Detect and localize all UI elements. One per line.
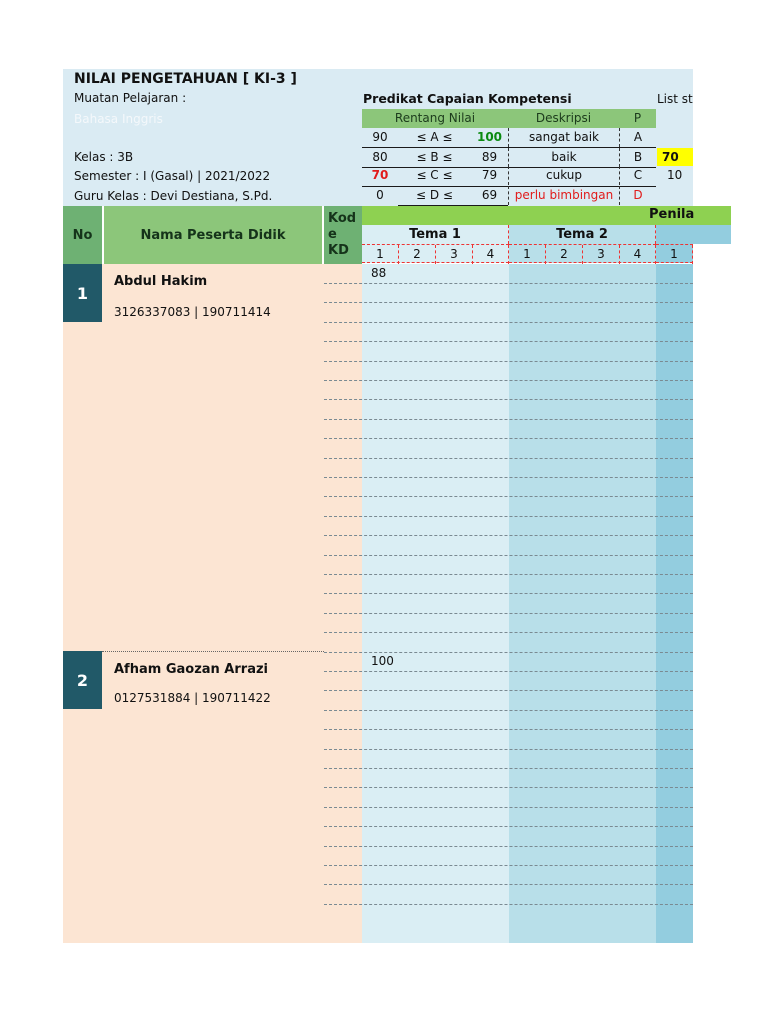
kd-col-4: 4 [620, 245, 656, 264]
muatan-value[interactable]: Bahasa Inggris [74, 112, 163, 126]
range-op: ≤ C ≤ [416, 168, 453, 182]
range-max: 79 [481, 168, 498, 182]
range-max: 100 [476, 130, 503, 144]
kd-col-1: 1 [509, 245, 546, 264]
row-gridline [324, 652, 693, 653]
row-gridline [324, 535, 693, 536]
row-gridline [324, 846, 693, 847]
row-gridline [324, 632, 693, 633]
student-name: Abdul Hakim [114, 274, 208, 289]
kd-col-3: 3 [583, 245, 620, 264]
student-separator [102, 651, 324, 652]
list-label: List st [657, 92, 693, 106]
deskripsi-header: Deskripsi [535, 111, 592, 125]
rentang-header: Rentang Nilai [394, 111, 476, 125]
name-column [102, 264, 324, 943]
range-op: ≤ B ≤ [416, 150, 453, 164]
range-max: 89 [481, 150, 498, 164]
row-gridline [324, 729, 693, 730]
range-op: ≤ D ≤ [416, 188, 453, 202]
page-title: NILAI PENGETAHUAN [ KI-3 ] [74, 71, 297, 87]
predikat-row-c [362, 166, 656, 185]
row-gridline [324, 807, 693, 808]
desc-cell: baik [508, 148, 619, 167]
muatan-label: Muatan Pelajaran : [74, 91, 187, 105]
p-cell: B [619, 148, 656, 167]
side-value: 10 [667, 168, 683, 182]
row-gridline [324, 283, 693, 284]
row-gridline [324, 884, 693, 885]
kelas-label: Kelas : 3B [74, 150, 134, 164]
kd-column [324, 264, 362, 943]
row-gridline [324, 496, 693, 497]
no-column [63, 264, 102, 943]
p-cell: A [619, 128, 656, 147]
kkm-value[interactable]: 70 [657, 148, 693, 166]
score-cell[interactable]: 100 [371, 654, 394, 668]
col-no-header: No [63, 206, 102, 264]
tema1-column [362, 264, 509, 943]
row-gridline [324, 419, 693, 420]
tema1-numbers [362, 244, 509, 263]
tema2-header: Tema 2 [509, 225, 656, 244]
row-gridline [324, 555, 693, 556]
desc-cell: perlu bimbingan [508, 186, 619, 205]
row-gridline [324, 341, 693, 342]
row-gridline [324, 361, 693, 362]
col-name-header: Nama Peserta Didik [104, 206, 322, 264]
tema3-header [656, 225, 731, 244]
kd-col-3: 3 [436, 245, 473, 264]
row-gridline [324, 690, 693, 691]
range-min: 0 [376, 188, 384, 202]
p-header: P [633, 111, 642, 125]
kd-col-1: 1 [656, 245, 693, 264]
guru-label: Guru Kelas : Devi Destiana, S.Pd. [74, 189, 273, 203]
kd-header-line2: e KD [328, 227, 349, 258]
tema2-column [509, 264, 656, 943]
row-gridline [324, 380, 693, 381]
p-cell: C [619, 166, 656, 185]
worksheet [63, 69, 693, 943]
p-cell: D [619, 186, 656, 205]
row-gridline [324, 516, 693, 517]
kd-header-line1: Kod [328, 211, 357, 226]
kd-col-4: 4 [473, 245, 509, 264]
desc-cell: cukup [508, 166, 619, 185]
row-gridline [324, 768, 693, 769]
row-gridline [324, 458, 693, 459]
row-gridline [324, 399, 693, 400]
range-min: 70 [371, 168, 389, 182]
range-min: 90 [372, 130, 388, 144]
row-gridline [324, 865, 693, 866]
row-gridline [324, 787, 693, 788]
student-number: 1 [63, 264, 102, 322]
tema2-numbers [509, 244, 656, 263]
range-min: 80 [372, 150, 388, 164]
row-gridline [324, 438, 693, 439]
tema3-column [656, 264, 693, 943]
col-kd-header [324, 206, 362, 264]
row-gridline [324, 574, 693, 575]
row-gridline [324, 749, 693, 750]
student-name: Afham Gaozan Arrazi [114, 662, 268, 677]
range-max: 69 [481, 188, 498, 202]
row-gridline [324, 671, 693, 672]
row-gridline [324, 302, 693, 303]
row-gridline [324, 826, 693, 827]
tema1-header: Tema 1 [362, 225, 509, 244]
tema3-numbers [656, 244, 693, 263]
penilaian-label: Penila [649, 207, 695, 222]
row-gridline [324, 322, 693, 323]
range-op: ≤ A ≤ [416, 130, 453, 144]
row-gridline [324, 593, 693, 594]
kd-col-2: 2 [546, 245, 583, 264]
row-gridline [324, 904, 693, 905]
row-gridline [324, 710, 693, 711]
kd-col-1: 1 [362, 245, 399, 264]
student-ids: 3126337083 | 190711414 [114, 305, 271, 319]
score-cell[interactable]: 88 [371, 266, 387, 280]
desc-cell: sangat baik [508, 128, 619, 147]
predikat-row-a [362, 128, 656, 147]
student-number: 2 [63, 651, 102, 709]
row-gridline [324, 477, 693, 478]
predikat-header-row [362, 109, 656, 128]
predikat-row-b [362, 148, 656, 167]
row-gridline [324, 613, 693, 614]
predikat-title: Predikat Capaian Kompetensi [363, 91, 572, 106]
student-ids: 0127531884 | 190711422 [114, 691, 271, 705]
predikat-row-d [362, 186, 656, 205]
penilaian-header [362, 206, 731, 225]
kd-col-2: 2 [399, 245, 436, 264]
semester-label: Semester : I (Gasal) | 2021/2022 [74, 169, 271, 183]
